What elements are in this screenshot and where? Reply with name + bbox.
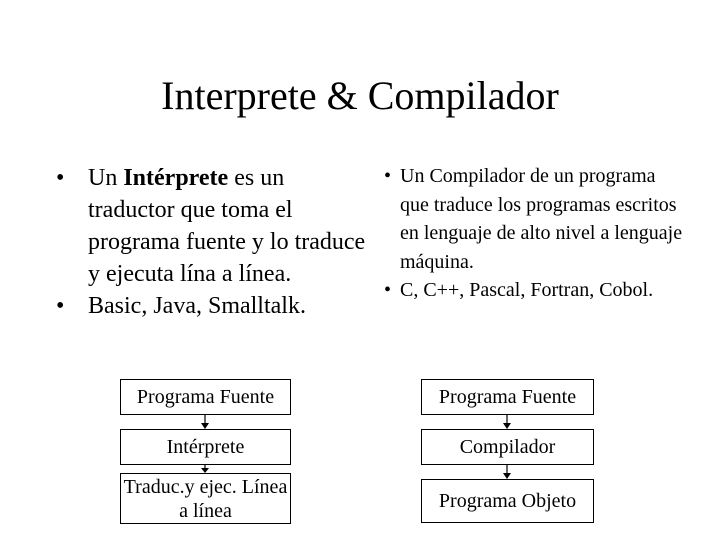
bullet-text-suffix: es un traductor que toma el programa fuente y lo traduce y ejecuta lína a línea. bbox=[88, 165, 366, 287]
bullet-interpreter-definition bbox=[56, 162, 366, 290]
object-program-box: Programa Objeto bbox=[421, 479, 594, 523]
arrow-down-icon bbox=[501, 415, 513, 429]
arrow-down-icon bbox=[199, 415, 211, 429]
interpreter-bullet-list bbox=[56, 162, 366, 322]
bullet-compiler-definition bbox=[384, 162, 684, 276]
bullet-text: C, C++, Pascal, Fortran, Cobol. bbox=[400, 279, 654, 302]
bullet-interpreter-languages bbox=[56, 290, 366, 322]
bullet-compiler-languages bbox=[384, 276, 684, 305]
arrow-down-icon bbox=[199, 465, 211, 473]
slide-title: Interprete & Compilador bbox=[161, 73, 559, 118]
translate-execute-box: Traduc.y ejec. Línea a línea bbox=[120, 473, 291, 524]
bullet-text: Basic, Java, Smalltalk. bbox=[88, 293, 306, 319]
compiler-source-box: Programa Fuente bbox=[421, 379, 594, 415]
interpreter-box: Intérprete bbox=[120, 429, 291, 465]
bullet-text-bold-term: Intérprete bbox=[123, 165, 229, 191]
bullet-dot: • bbox=[384, 279, 392, 302]
compiler-bullet-list bbox=[384, 162, 684, 305]
interpreter-source-box: Programa Fuente bbox=[120, 379, 291, 415]
bullet-dot: • bbox=[56, 293, 65, 319]
bullet-dot: • bbox=[384, 165, 392, 187]
compiler-box: Compilador bbox=[421, 429, 594, 465]
bullet-text-prefix: Un bbox=[88, 165, 124, 191]
bullet-text: Un Compilador de un programa que traduce los programas escritos en lenguaje de alto nivel a lenguaje máquina. bbox=[400, 165, 683, 273]
bullet-dot: • bbox=[56, 165, 65, 191]
arrow-down-icon bbox=[501, 465, 513, 479]
